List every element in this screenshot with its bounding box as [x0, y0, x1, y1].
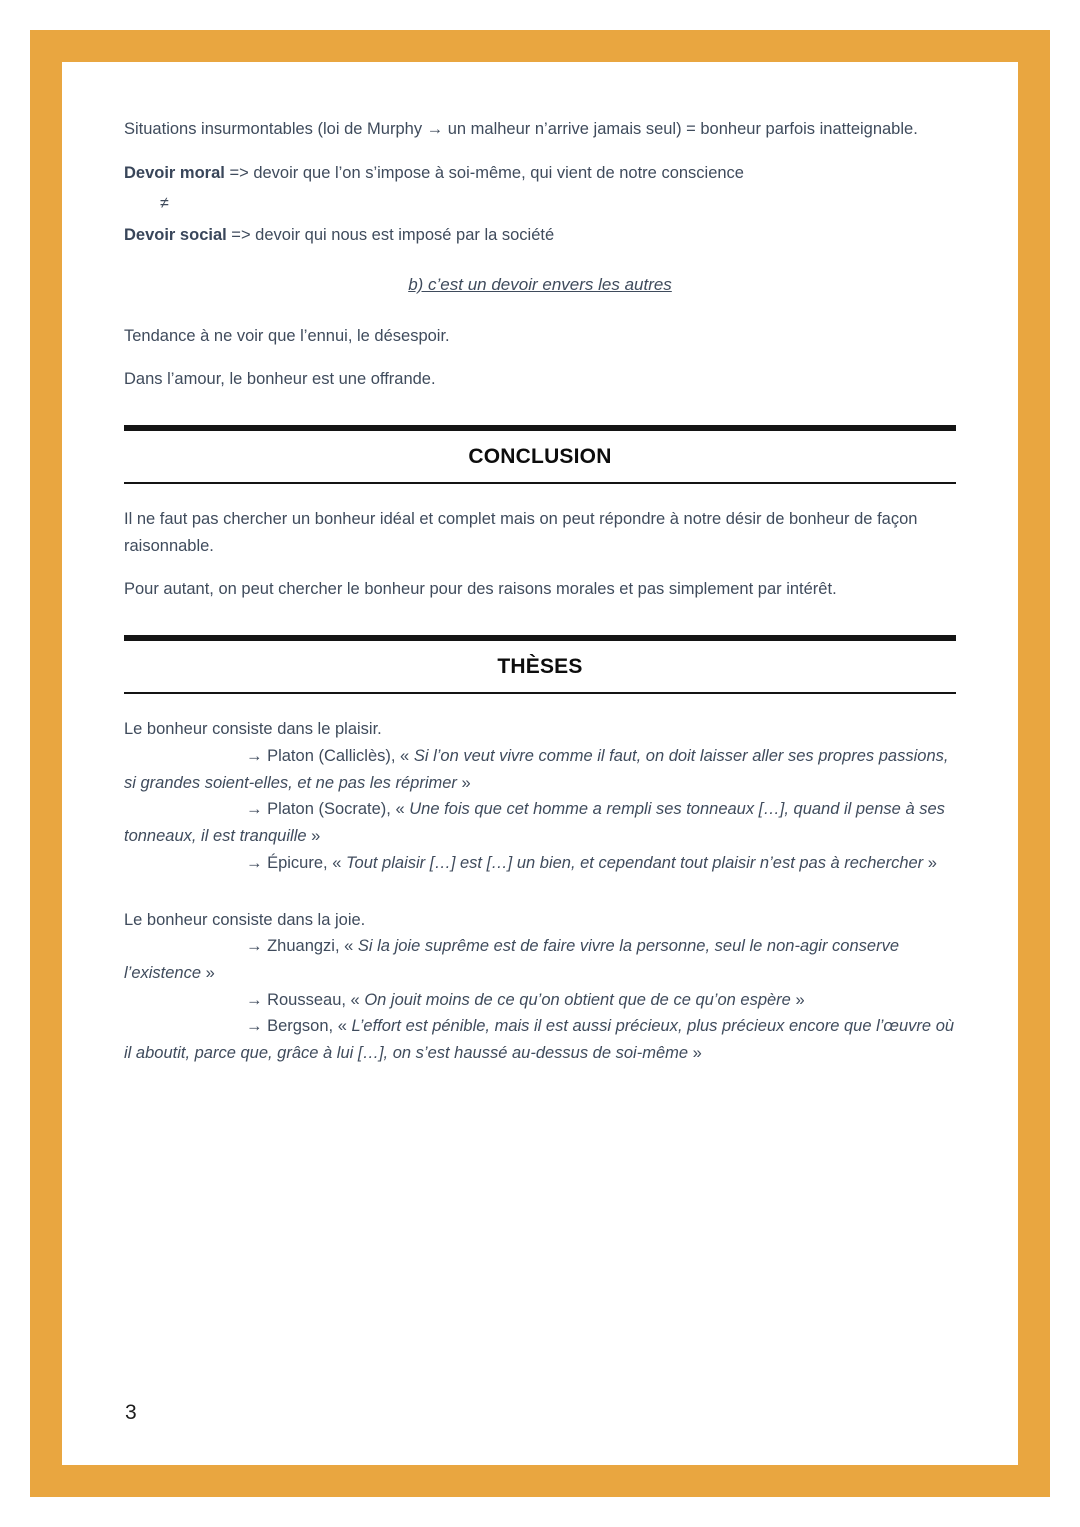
quote-text: Une fois que cet homme a rempli ses tonneaux […], quand il pense à ses tonneaux, il est tranquille [124, 800, 945, 846]
paragraph-situations: Situations insurmontables (loi de Murphy → un malheur n’arrive jamais seul) = bonheur parfois inatteignable. [124, 120, 918, 138]
paragraph-tendance: Tendance à ne voir que l’ennui, le désespoir. [124, 326, 450, 345]
definition-devoir-social: => devoir qui nous est imposé par la société [226, 226, 555, 245]
paragraph-conclusion-2: Pour autant, on peut chercher le bonheur pour des raisons morales et pas simplement par intérêt. [124, 580, 837, 599]
quote-text: L’effort est pénible, mais il est aussi précieux, plus précieux encore que l’œuvre où il aboutit, parce que, grâce à lui […], on s’est haussé au-dessus de soi-même [124, 1017, 955, 1063]
quote-lead: → Rousseau, « [246, 990, 365, 1009]
quote-close: » [201, 963, 215, 982]
quote-text: On jouit moins de ce qu’on obtient que de ce qu’on espère [364, 990, 791, 1009]
conclusion-title: CONCLUSION [468, 445, 612, 469]
quote-close: » [790, 990, 805, 1009]
page-number: 3 [125, 1401, 137, 1424]
definition-devoir-moral: => devoir que l’on s’impose à soi-même, qui vient de notre conscience [224, 163, 744, 182]
paragraph-amour: Dans l’amour, le bonheur est une offrande. [124, 370, 436, 389]
thesis-intro-plaisir: Le bonheur consiste dans le plaisir. [124, 720, 382, 739]
quote-text: Si l’on veut vivre comme il faut, on doit laisser aller ses propres passions, si grandes soient-elles, et ne pas les réprimer [124, 746, 949, 792]
quote-close: » [456, 773, 471, 792]
quote-lead: → Bergson, « [246, 1017, 352, 1036]
conclusion-top-bar [124, 425, 956, 431]
not-equal-symbol: ≠ [160, 195, 169, 213]
theses-bottom-rule [124, 692, 956, 694]
paragraph-devoir-moral [124, 160, 956, 187]
thesis-quote-bergson [124, 1013, 956, 1066]
quote-lead: → Platon (Calliclès), « [246, 746, 414, 765]
thesis-group-joie [124, 907, 956, 1067]
theses-title: THÈSES [497, 655, 583, 679]
theses-heading-block [124, 635, 956, 694]
quote-close: » [306, 827, 321, 846]
thesis-quote-zhuangzi [124, 933, 956, 986]
quote-lead: → Platon (Socrate), « [246, 800, 410, 819]
quote-text: Tout plaisir […] est […] un bien, et cependant tout plaisir n’est pas à rechercher [345, 853, 924, 872]
theses-top-bar [124, 635, 956, 641]
quote-lead: → Zhuangzi, « [246, 937, 358, 956]
quote-close: » [688, 1044, 702, 1063]
conclusion-bottom-rule [124, 482, 956, 484]
thesis-quote-platon-socrate [124, 796, 956, 849]
term-devoir-moral: Devoir moral [124, 163, 225, 182]
subheading-devoir-envers-les-autres: b) c’est un devoir envers les autres [408, 275, 672, 295]
thesis-quote-rousseau [124, 987, 956, 1014]
paragraph-devoir-social [124, 222, 956, 249]
thesis-group-plaisir [124, 716, 956, 876]
page-content [124, 116, 956, 1067]
thesis-quote-epicure [124, 850, 956, 877]
page-border-frame [30, 30, 1050, 1497]
quote-lead: → Épicure, « [246, 853, 346, 872]
conclusion-heading-block [124, 425, 956, 484]
paragraph-conclusion-1: Il ne faut pas chercher un bonheur idéal et complet mais on peut répondre à notre désir de bonheur de façon raisonnable. [124, 510, 918, 555]
thesis-intro-joie: Le bonheur consiste dans la joie. [124, 910, 366, 929]
quote-close: » [923, 853, 937, 872]
quote-text: Si la joie suprême est de faire vivre la personne, seul le non-agir conserve l’existence [124, 937, 900, 982]
term-devoir-social: Devoir social [124, 226, 227, 245]
thesis-quote-platon-callicles [124, 743, 956, 796]
